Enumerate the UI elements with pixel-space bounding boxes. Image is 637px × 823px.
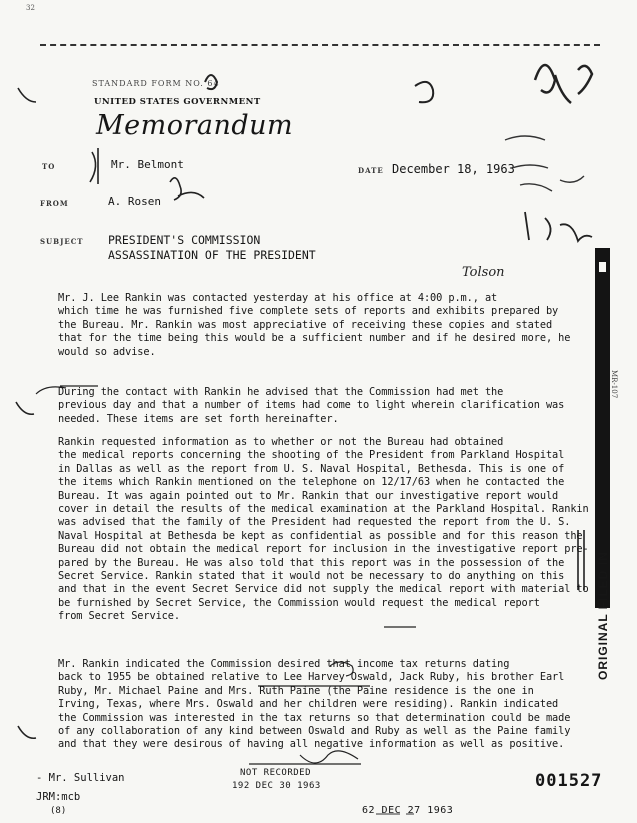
- handwritten-tolson: Tolson: [462, 265, 505, 280]
- margin-mark-1: [18, 88, 36, 102]
- date-label: DATE: [358, 166, 384, 175]
- paragraph-line: and that they were desirous of having all negative information as well as positive.: [58, 738, 565, 751]
- paragraph-line: Mr. J. Lee Rankin was contacted yesterday at his office at 4:00 p.m., at: [58, 292, 498, 304]
- scrawl-bottom: [300, 751, 358, 763]
- paragraph-4: [58, 658, 580, 752]
- right-margin-bar-gap: [599, 262, 606, 272]
- paragraph-2: [58, 386, 580, 426]
- paragraph-line: would so advise.: [58, 345, 156, 358]
- to-bracket-mark: [90, 148, 98, 184]
- paragraph-line: Bureau did not obtain the medical report for inclusion in the investigative report pre-: [58, 543, 589, 556]
- dec-27-stamp: 62 DEC 27 1963: [362, 805, 454, 816]
- document-number: 001527: [535, 771, 603, 791]
- paragraph-line: be furnished by Secret Service, the Commission would request the medical report: [58, 596, 540, 609]
- paragraph-line: was advised that the family of the President had requested the report from the U. S.: [58, 516, 571, 529]
- paragraph-line: needed. These items are set forth hereinafter.: [58, 412, 339, 425]
- scrawl-top-mark: [205, 75, 217, 89]
- paragraph-line: Bureau. It was again pointed out to Mr. Rankin that our investigative report would: [58, 489, 559, 502]
- subject-line-2: ASSASSINATION OF THE PRESIDENT: [108, 248, 316, 262]
- paragraph-line: the Bureau. Mr. Rankin was most appreciative of receiving these copies and stated: [58, 318, 553, 331]
- to-name: Mr. Belmont: [111, 158, 184, 171]
- paragraph-line: back to 1955 be obtained relative to Lee Harvey Oswald, Jack Ruby, his brother Earl: [58, 671, 565, 684]
- original-filed-stamp: ORIGINAL FILED IN: [596, 551, 610, 680]
- received-date-stamp: 192 DEC 30 1963: [232, 781, 321, 791]
- subject-label: SUBJECT: [40, 237, 84, 246]
- scrawl-routing-marks: [505, 136, 584, 191]
- paragraph-line: from Secret Service.: [58, 610, 180, 623]
- scrawl-circle: [415, 82, 433, 102]
- date-value: December 18, 1963: [392, 162, 515, 176]
- form-code: STANDARD FORM NO. 64: [92, 79, 220, 88]
- scrawl-initials-top: [535, 65, 592, 103]
- paragraph-line: Naval Hospital at Bethesda be kept as confidential as possible and for this reason the: [58, 529, 583, 542]
- paragraph-line: of any collaboration of any kind between Oswald and Ruby as well as the Paine family: [58, 725, 571, 738]
- from-signature: [170, 178, 204, 200]
- cc-line: - Mr. Sullivan: [36, 772, 125, 784]
- typist-initials: JRM:mcb: [36, 791, 81, 803]
- paragraph-line: the medical reports concerning the shooting of the President from Parkland Hospital: [58, 449, 565, 462]
- memorandum-title: Memorandum: [96, 110, 294, 141]
- paragraph-line: which time he was furnished five complete sets of reports and exhibits prepared by: [58, 305, 559, 318]
- from-name: A. Rosen: [108, 195, 161, 208]
- paragraph-line: previous day and that a number of items had come to light wherein clarification was: [58, 399, 565, 412]
- paragraph-1: [58, 292, 580, 359]
- paragraph-line: Irving, Texas, where Mrs. Oswald and her children were residing). Rankin indicated: [58, 698, 559, 711]
- paragraph-line: cover in detail the results of the medical examination at the Parkland Hospital. Rankin: [58, 503, 589, 516]
- scrawl-routing-initials: [525, 212, 592, 241]
- paragraph-line: pared by the Bureau. He was also told that this report was in the possession of the: [58, 556, 565, 569]
- paragraph-line: in Dallas as well as the report from U. S. Naval Hospital, Bethesda. This is one of: [58, 462, 565, 475]
- paragraph-line: During the contact with Rankin he advised that the Commission had met the: [58, 386, 504, 398]
- subject-line-1: PRESIDENT'S COMMISSION: [108, 233, 261, 247]
- paragraph-line: Rankin requested information as to whether or not the Bureau had obtained: [58, 436, 504, 448]
- paragraph-line: Mr. Rankin indicated the Commission desired that income tax returns dating: [58, 658, 510, 670]
- margin-mark-3: [18, 726, 36, 738]
- paragraph-line: and that in the event Secret Service did not supply the medical report with material to: [58, 583, 589, 596]
- not-recorded-stamp: NOT RECORDED: [240, 768, 312, 778]
- copies-count: (8): [50, 806, 67, 816]
- side-code: MR-107: [610, 370, 618, 399]
- margin-mark-2: [16, 402, 34, 414]
- paragraph-line: the items which Rankin mentioned on the telephone on 12/17/63 when he contacted the: [58, 476, 565, 489]
- agency-heading: UNITED STATES GOVERNMENT: [94, 97, 261, 107]
- paragraph-3: [58, 436, 589, 624]
- paragraph-line: Secret Service. Rankin stated that it would not be necessary to do anything on this: [58, 570, 565, 583]
- paragraph-line: that for the time being this would be a sufficient number and if he desired more, he: [58, 332, 571, 345]
- page-mark: 32: [26, 4, 35, 12]
- paragraph-line: Ruby, Mr. Michael Paine and Mrs. Ruth Paine (the Paine residence is the one in: [58, 684, 534, 697]
- to-label: TO: [42, 162, 56, 171]
- paragraph-line: the Commission was interested in the tax returns so that determination could be made: [58, 711, 571, 724]
- from-label: FROM: [40, 199, 69, 208]
